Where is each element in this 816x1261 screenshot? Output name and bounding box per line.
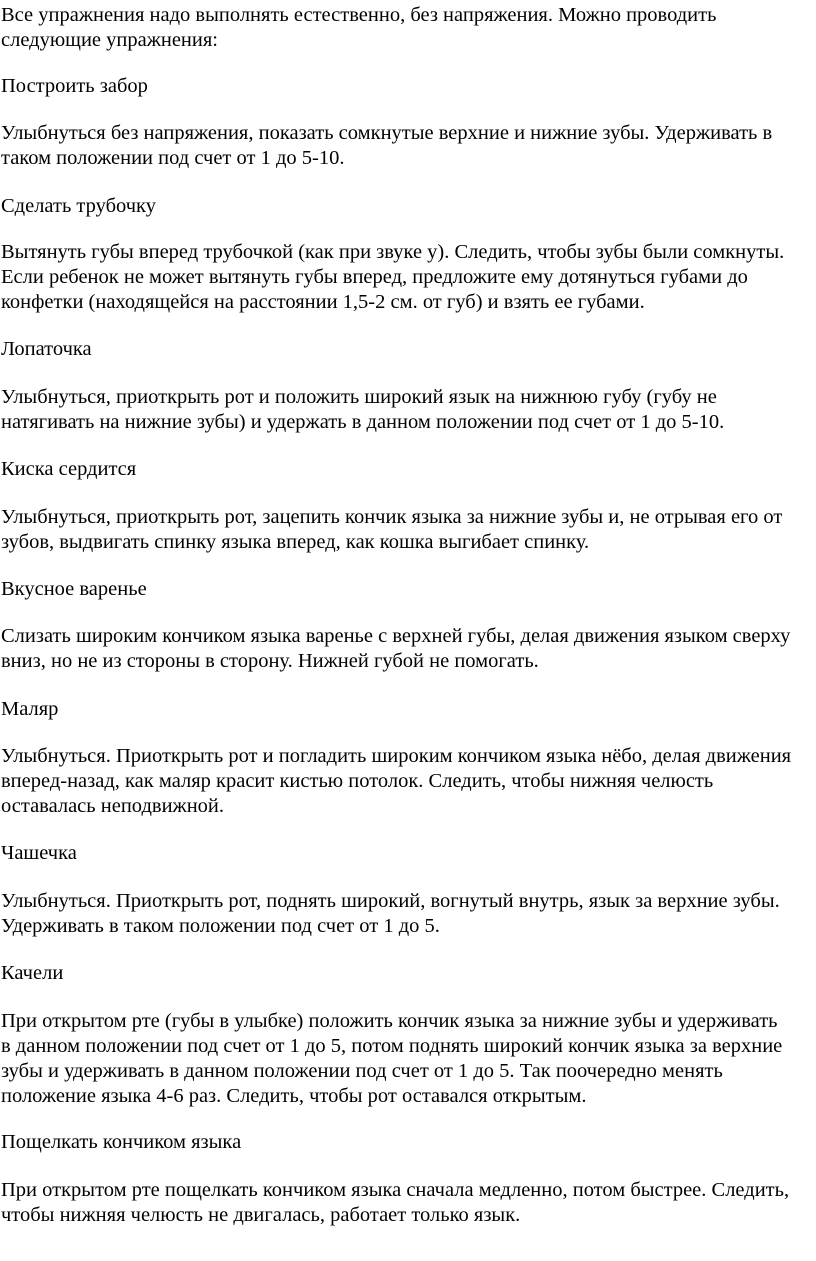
- intro-line: Все упражнения надо выполнять естественно, без напряжения. Можно проводить: [1, 4, 717, 26]
- exercise-description-line: Улыбнуться. Приоткрыть рот и погладить широким кончиком языка нёбо, делая движения: [1, 745, 792, 767]
- exercise-description-line: натягивать на нижние зубы) и удержать в данном положении под счет от 1 до 5-10.: [1, 411, 725, 433]
- exercise-title: Качели: [1, 962, 64, 984]
- exercise-description-line: Улыбнуться. Приоткрыть рот, поднять широкий, вогнутый внутрь, язык за верхние зубы.: [1, 890, 780, 912]
- exercise-title: Киска сердится: [1, 458, 137, 480]
- exercise-description-line: При открытом рте пощелкать кончиком языка сначала медленно, потом быстрее. Следить,: [1, 1179, 790, 1201]
- exercise-title: Пощелкать кончиком языка: [1, 1131, 242, 1153]
- intro-line: следующие упражнения:: [1, 29, 219, 51]
- exercise-description-line: вперед-назад, как маляр красит кистью потолок. Следить, чтобы нижняя челюсть: [1, 770, 714, 792]
- exercise-description-line: Слизать широким кончиком языка варенье с верхней губы, делая движения языком сверху: [1, 625, 791, 647]
- exercise-description-line: Удерживать в таком положении под счет от 1 до 5.: [1, 915, 440, 937]
- exercise-description-line: Улыбнуться, приоткрыть рот и положить широкий язык на нижнюю губу (губу не: [1, 386, 717, 408]
- exercise-title: Построить забор: [1, 75, 148, 97]
- exercise-description-line: конфетки (находящейся на расстоянии 1,5-2 см. от губ) и взять ее губами.: [1, 291, 645, 313]
- exercise-description-line: Вытянуть губы вперед трубочкой (как при звуке у). Следить, чтобы зубы были сомкнуты.: [1, 241, 785, 263]
- exercise-description-line: Улыбнуться без напряжения, показать сомкнутые верхние и нижние зубы. Удерживать в: [1, 122, 773, 144]
- exercise-description-line: Если ребенок не может вытянуть губы вперед, предложите ему дотянуться губами до: [1, 266, 748, 288]
- exercise-description-line: чтобы нижняя челюсть не двигалась, работает только язык.: [1, 1204, 521, 1226]
- exercise-description-line: положение языка 4-6 раз. Следить, чтобы рот оставался открытым.: [1, 1085, 587, 1107]
- exercise-title: Сделать трубочку: [1, 195, 156, 217]
- exercise-title: Чашечка: [1, 842, 77, 864]
- exercise-title: Лопаточка: [1, 338, 92, 360]
- exercise-description-line: таком положении под счет от 1 до 5-10.: [1, 147, 345, 169]
- exercise-title: Вкусное варенье: [1, 578, 147, 600]
- exercise-description-line: зубы и удерживать в данном положении под счет от 1 до 5. Так поочередно менять: [1, 1060, 723, 1082]
- exercise-description-line: в данном положении под счет от 1 до 5, потом поднять широкий кончик языка за верхние: [1, 1035, 783, 1057]
- exercise-description-line: оставалась неподвижной.: [1, 795, 225, 817]
- exercise-description-line: зубов, выдвигать спинку языка вперед, как кошка выгибает спинку.: [1, 531, 590, 553]
- exercise-title: Маляр: [1, 698, 59, 720]
- exercise-description-line: вниз, но не из стороны в сторону. Нижней губой не помогать.: [1, 650, 539, 672]
- exercise-description-line: При открытом рте (губы в улыбке) положить кончик языка за нижние зубы и удерживать: [1, 1010, 778, 1032]
- exercise-description-line: Улыбнуться, приоткрыть рот, зацепить кончик языка за нижние зубы и, не отрывая его от: [1, 506, 783, 528]
